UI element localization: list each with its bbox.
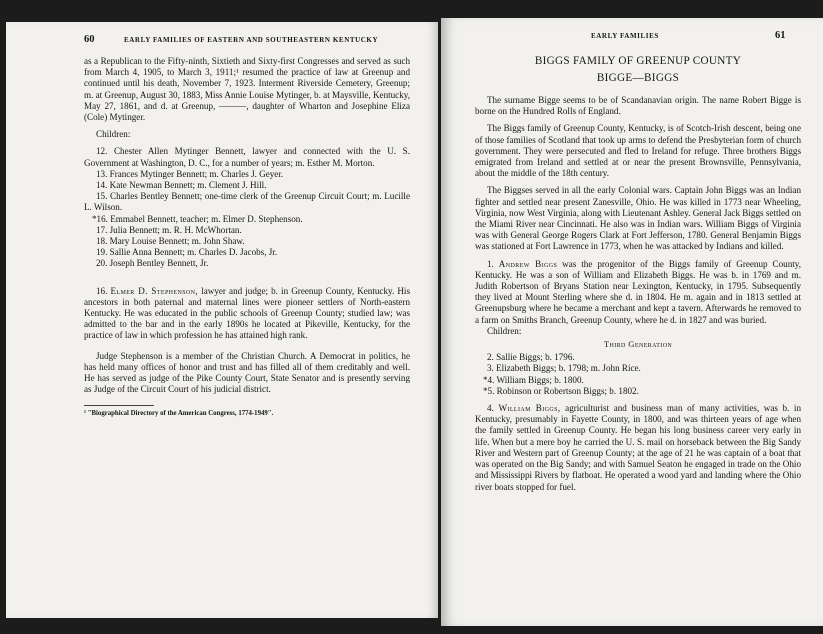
paragraph-william-biggs <box>475 403 801 493</box>
paragraph-colonial-wars: The Biggses served in all the early Colonial wars. Captain John Biggs was an Indian fighter and settled near present Zanesville, Ohio. He was killed in 1773 near Wheeling, Virginia, now West Virginia, along with Lieutenant Ashley. General Jack Biggs settled on the Miami River near Cincinnati. He also was in Indian wars. William Biggs of Virginia was with General George Rogers Clark at Fort Jefferson, 1780. General Benjamin Biggs was stationed at Fort Lawrence in 1773, when he was attacked by Indians and killed. <box>475 185 801 252</box>
right-page-body <box>475 54 801 493</box>
list-item: 12. Chester Allen Mytinger Bennett, lawyer and connected with the U. S. Government at Washington, D. C., for a number of years; m. Esther M. Morton. <box>84 146 410 168</box>
entry-number: 4. <box>487 403 494 414</box>
left-page <box>6 22 438 618</box>
entry-name: William Biggs, <box>498 403 561 414</box>
generation-heading: Third Generation <box>603 339 673 350</box>
left-page-body <box>84 56 410 418</box>
list-item: *5. Robinson or Robertson Biggs; b. 1802. <box>483 385 639 396</box>
entry-name: Elmer D. Stephenson, <box>110 285 199 296</box>
list-item: 3. Elizabeth Biggs; b. 1798; m. John Rice. <box>487 363 641 374</box>
list-item: 17. Julia Bennett; m. R. H. McWhortan. <box>96 224 242 235</box>
children-list <box>84 146 410 269</box>
paragraph-stephenson <box>84 286 410 342</box>
list-item: 13. Frances Mytinger Bennett; m. Charles J. Geyer. <box>96 168 284 179</box>
list-item: *16. Emmabel Bennett, teacher; m. Elmer D. Stephenson. <box>92 213 303 224</box>
list-item: 14. Kate Newman Bennett; m. Clement J. Hill. <box>96 180 267 191</box>
entry-number: 16. <box>96 285 108 296</box>
left-page-header <box>6 34 438 48</box>
children-label: Children: <box>96 129 131 140</box>
children-label: Children: <box>487 325 522 336</box>
right-page-header <box>441 30 823 44</box>
chapter-title: BIGGS FAMILY OF GREENUP COUNTY <box>534 55 742 67</box>
entry-text: lawyer and judge; b. in Greenup County, Kentucky. His ancestors in both paternal and maternal lines were pioneer settlers of North-eastern Kentucky. He was educated in the public schools of Greenup County; studied law; was admitted to the bar and in the early 1890s he located at Pikeville, Kentucky, for the practice of law in which profession he has attained high rank. <box>84 285 410 341</box>
paragraph-judge: Judge Stephenson is a member of the Christian Church. A Democrat in politics, he has held many offices of honor and trust and has filled all of them creditably and well. He has served as judge of the Pike County Court, State Senator and is presently serving as Judge of the Circuit Court of his judicial district. <box>84 350 410 395</box>
entry-number: 1. <box>487 258 494 269</box>
paragraph-congress: as a Republican to the Fifty-ninth, Sixtieth and Sixty-first Congresses and served as such from March 4, 1905, to March 3, 1911;¹ resumed the practice of law at Greenup and continued until his death, November 7, 1923. Interment Riverside Cemetery, Greenup; m. at Greenup, August 30, 1883, Miss Annie Louise Mytinger, b. at Maysville, Kentucky, May 27, 1861, and d. at Greenup, ———, daughter of Wharton and Josephine Eliza (Cole) Mytinger. <box>84 56 410 123</box>
entry-text: was the progenitor of the Biggs family of Greenup County, Kentucky. He was a son of William and Elizabeth Biggs. He was b. in 1769 and m. Judith Robertson of Bryans Station near Lexington, Kentucky, in 1795. Subsequently they lived at Mount Sterling where she d. in 1804. He m. again and in 1813 settled at Greenupsburg where he became a merchant and kept a tavern. Afterwards he removed to a farm on Smiths Branch, Greenup County, where he d. in 1827 and was buried. <box>475 258 801 325</box>
left-page-number: 60 <box>84 34 95 45</box>
right-page-number: 61 <box>775 30 786 41</box>
right-page <box>441 18 823 626</box>
page-fold-shadow <box>792 0 823 8</box>
left-running-head: EARLY FAMILIES OF EASTERN AND SOUTHEASTERN KENTUCKY <box>124 36 379 44</box>
footnote: ¹ "Biographical Directory of the American Congress, 1774-1949". <box>84 410 274 418</box>
right-running-head: EARLY FAMILIES <box>591 32 659 40</box>
footnote-rule <box>84 405 154 406</box>
entry-name: Andrew Biggs <box>498 258 558 269</box>
chapter-subtitle: BIGGE—BIGGS <box>596 72 680 84</box>
list-item: 2. Sallie Biggs; b. 1796. <box>487 352 575 363</box>
paragraph-andrew-biggs <box>475 259 801 326</box>
paragraph-descent: The Biggs family of Greenup County, Kentucky, is of Scotch-Irish descent, being one of those families of Scotland that took up arms to defend the Presbyterian form of church government. They were persecuted and fled to Ireland for refuge. Three brothers Biggs emigrated from Ireland and settled at or near the present Brownsville, Pennsylvania, about the middle of the 18th century. <box>475 123 801 179</box>
paragraph-origin: The surname Bigge seems to be of Scandanavian origin. The name Robert Bigge is borne on the Hundred Rolls of England. <box>475 95 801 117</box>
list-item: 15. Charles Bentley Bennett; one-time clerk of the Greenup Circuit Court; m. Lucille L. Wilson. <box>84 191 410 213</box>
list-item: 19. Sallie Anna Bennett; m. Charles D. Jacobs, Jr. <box>96 247 278 258</box>
entry-text: agriculturist and business man of many activities, was b. in Kentucky, presumably in Fayette County, in 1800, and was thirteen years of age when the family settled in Greenup County. He began his long business career very early in life. When but a mere boy he carried the U. S. mail on horseback between the Big Sandy River and Western part of Greenup County; at the age of 21 he was captain of a boat that was operated on the Big Sandy; and with Samuel Seaton he engaged in trade on the Ohio and Mississippi Rivers by flatboat. He operated a wood yard and landing where the Ohio river boats stopped for fuel. <box>475 403 802 492</box>
list-item: 18. Mary Louise Bennett; m. John Shaw. <box>96 236 245 247</box>
children-list <box>475 352 801 397</box>
list-item: 20. Joseph Bentley Bennett, Jr. <box>96 258 209 269</box>
list-item: *4. William Biggs; b. 1800. <box>483 374 584 385</box>
